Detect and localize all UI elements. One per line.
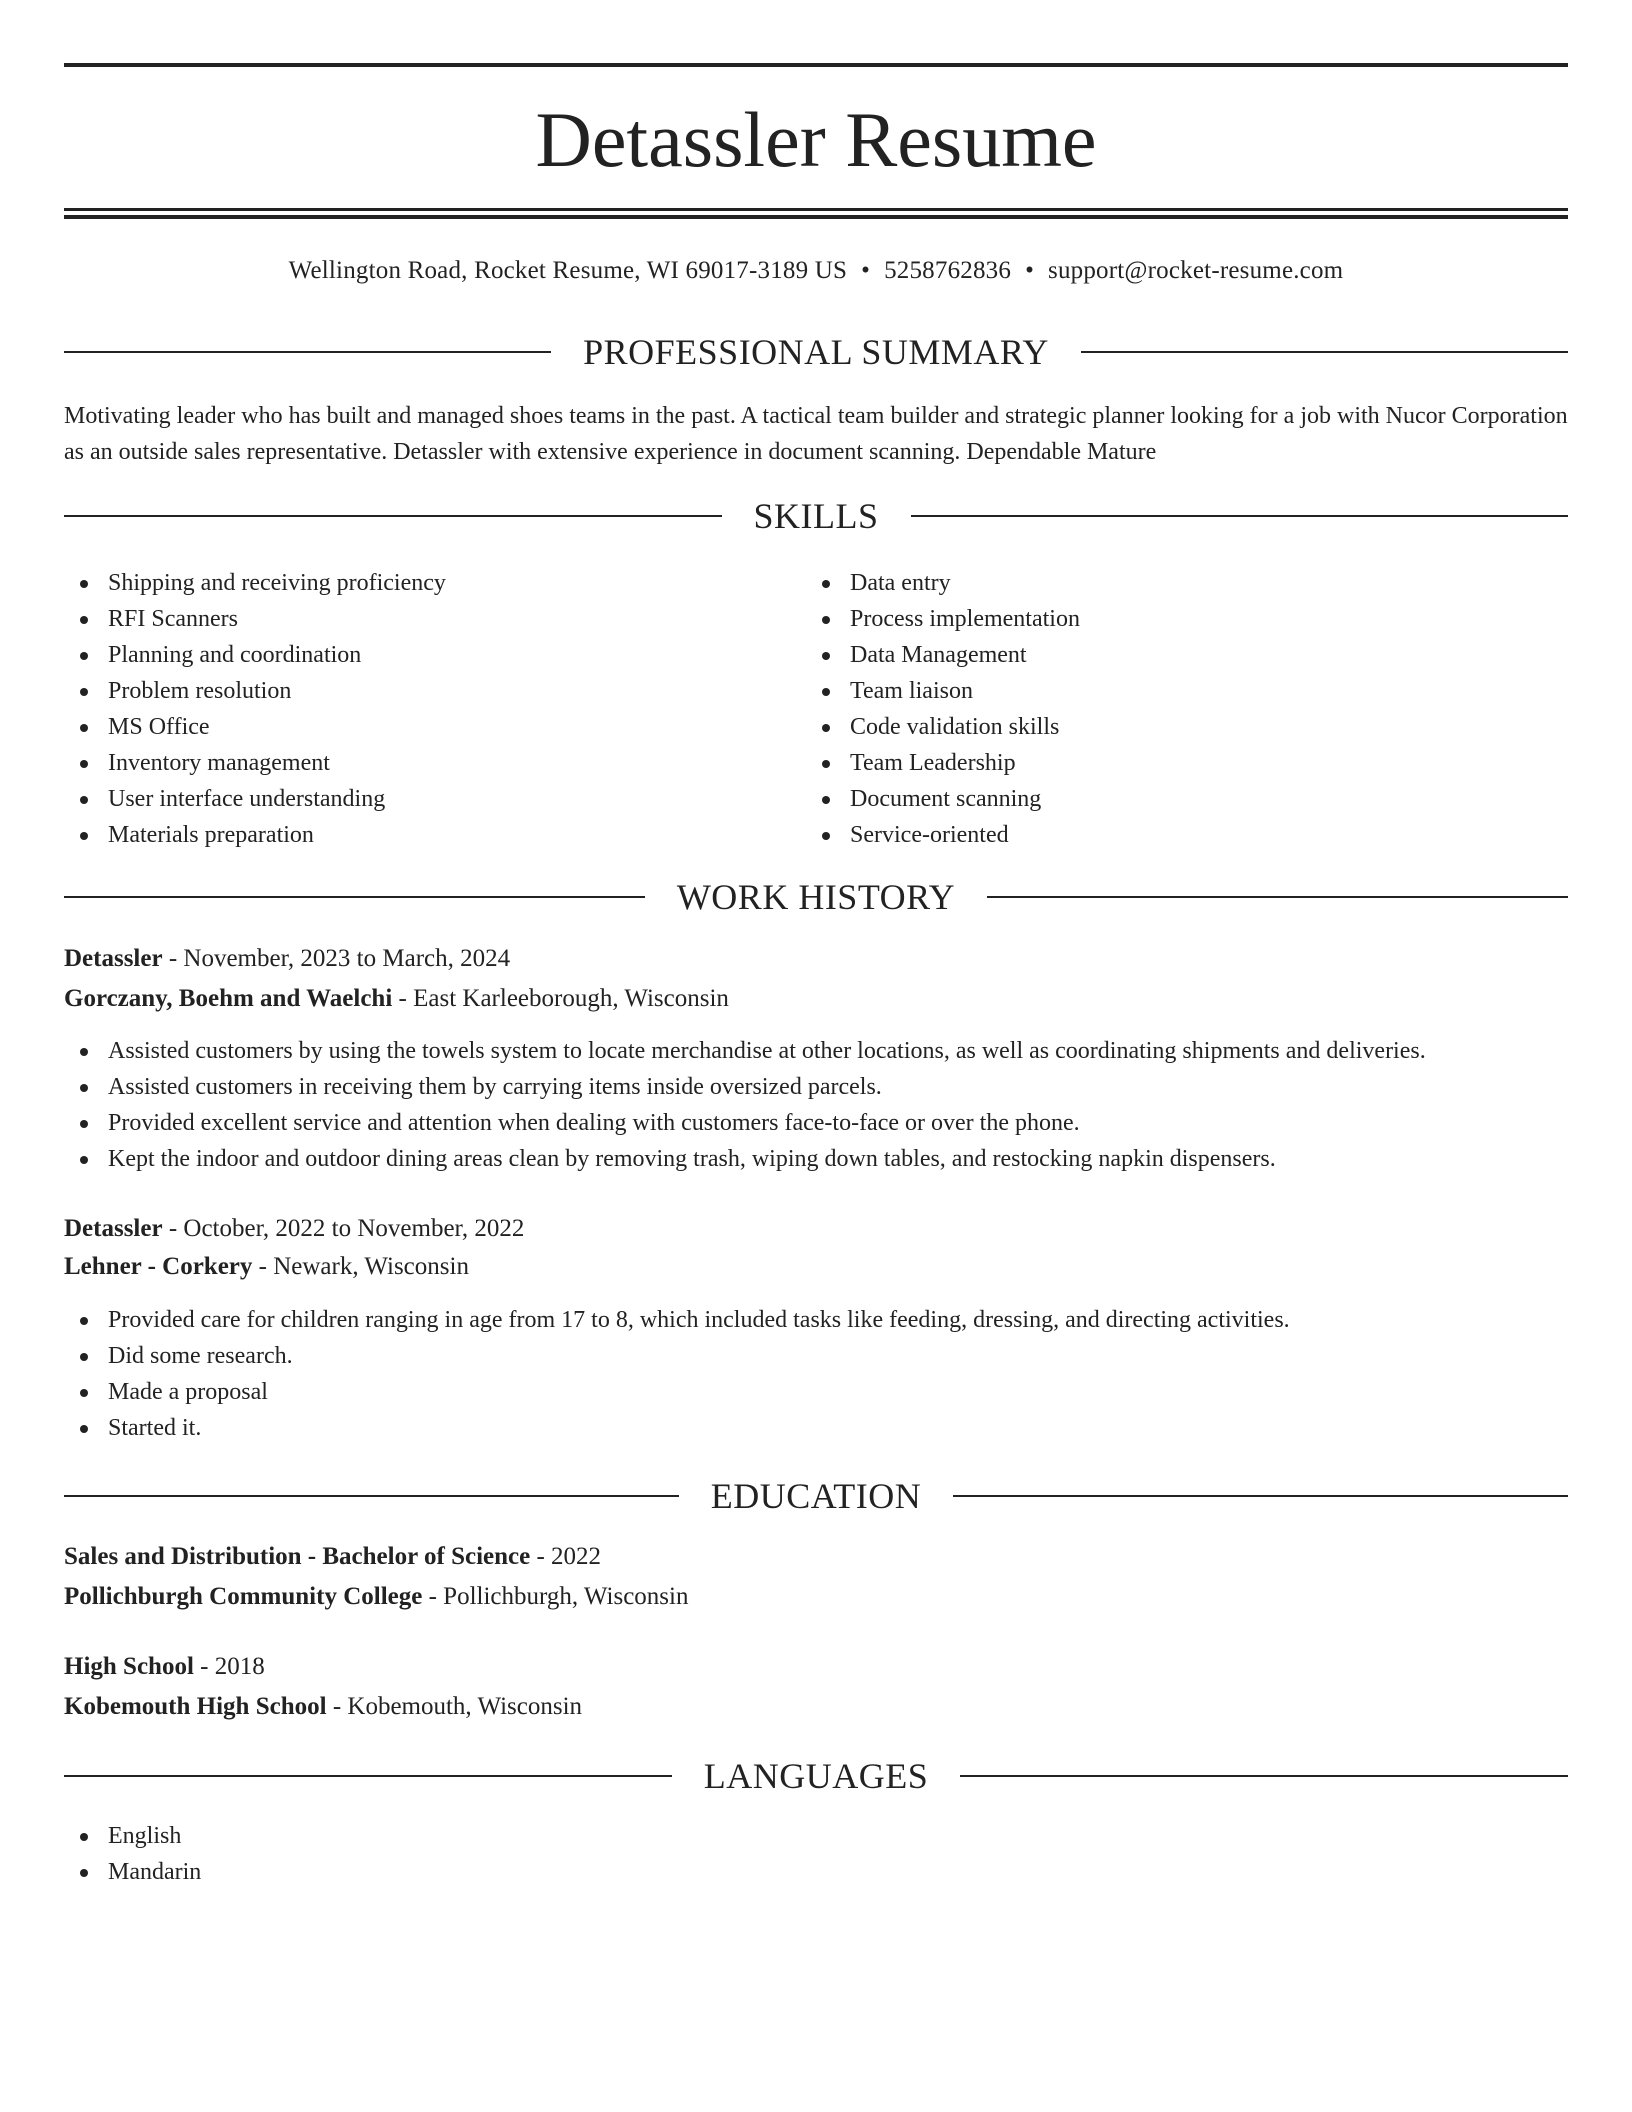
job-title-line [64, 940, 1568, 978]
education-location: - Kobemouth, Wisconsin [326, 1693, 583, 1720]
heading-rule-left [64, 1775, 672, 1777]
resume-title: Detassler Resume [535, 96, 1097, 183]
heading-rule-left [64, 896, 645, 898]
education-school-line [64, 1688, 1568, 1726]
education-school-line [64, 1578, 1568, 1616]
section-title: PROFESSIONAL SUMMARY [583, 332, 1049, 372]
job-company: Lehner - Corkery [64, 1253, 253, 1280]
education-year: - 2018 [193, 1653, 265, 1680]
education-school: Pollichburgh Community College [64, 1583, 423, 1610]
heading-rule-left [64, 1495, 679, 1497]
contact-phone: 5258762836 [884, 257, 1012, 284]
education-year: - 2022 [530, 1543, 602, 1570]
section-heading-languages [64, 1752, 1568, 1800]
section-title: LANGUAGES [703, 1756, 929, 1796]
language-item: English [64, 1818, 1568, 1854]
education-school: Kobemouth High School [64, 1693, 327, 1720]
education-degree: High School [64, 1653, 194, 1680]
skill-item: Problem resolution [64, 673, 804, 709]
skill-item: MS Office [64, 709, 804, 745]
contact-address: Wellington Road, Rocket Resume, WI 69017-3189 US [288, 257, 848, 284]
job-duty: Assisted customers in receiving them by carrying items inside oversized parcels. [64, 1069, 1568, 1105]
skills-list-left [64, 565, 804, 853]
job-duties-list [64, 1302, 1568, 1446]
skill-item: Document scanning [806, 781, 1546, 817]
job-duty: Provided excellent service and attention when dealing with customers face-to-face or over the phone. [64, 1105, 1568, 1141]
skill-item: Code validation skills [806, 709, 1546, 745]
section-title: EDUCATION [710, 1476, 922, 1516]
job-duty: Provided care for children ranging in age from 17 to 8, which included tasks like feeding, dressing, and directing activities. [64, 1302, 1568, 1338]
job-location: - East Karleeborough, Wisconsin [392, 985, 729, 1012]
job-duties-list [64, 1033, 1568, 1177]
skill-item: Shipping and receiving proficiency [64, 565, 804, 601]
skills-list-right [806, 565, 1546, 853]
education-degree: Sales and Distribution - Bachelor of Science [64, 1543, 531, 1570]
title-rule-upper [64, 208, 1568, 211]
section-heading-work [64, 873, 1568, 921]
title-rule-lower [64, 215, 1568, 219]
summary-text: Motivating leader who has built and managed shoes teams in the past. A tactical team builder and strategic planner looking for a job with Nucor Corporation as an outside sales representative. Detassler with extensive experience in document scanning. Dependable Mature [64, 403, 1568, 465]
job-company-line [64, 1248, 1568, 1286]
job-duty: Made a proposal [64, 1374, 1568, 1410]
section-heading-education [64, 1472, 1568, 1520]
skill-item: User interface understanding [64, 781, 804, 817]
job-title-line [64, 1210, 1568, 1248]
heading-rule-right [1081, 351, 1568, 353]
skill-item: Inventory management [64, 745, 804, 781]
job-duty: Kept the indoor and outdoor dining areas clean by removing trash, wiping down tables, and restocking napkin dispensers. [64, 1141, 1568, 1177]
languages-list [64, 1818, 1568, 1890]
job-title: Detassler [64, 1215, 163, 1242]
skill-item: Data entry [806, 565, 1546, 601]
section-heading-skills [64, 492, 1568, 540]
heading-rule-left [64, 351, 551, 353]
skill-item: Data Management [806, 637, 1546, 673]
education-location: - Pollichburgh, Wisconsin [422, 1583, 689, 1610]
skill-item: RFI Scanners [64, 601, 804, 637]
heading-rule-left [64, 515, 722, 517]
skill-item: Team Leadership [806, 745, 1546, 781]
job-dates: - November, 2023 to March, 2024 [162, 945, 511, 972]
job-dates: - October, 2022 to November, 2022 [162, 1215, 525, 1242]
skill-item: Planning and coordination [64, 637, 804, 673]
job-company-line [64, 980, 1568, 1018]
contact-separator: • [861, 257, 871, 284]
heading-rule-right [987, 896, 1568, 898]
top-rule [64, 63, 1568, 67]
skill-item: Service-oriented [806, 817, 1546, 853]
heading-rule-right [960, 1775, 1568, 1777]
contact-email: support@rocket-resume.com [1048, 257, 1344, 284]
contact-line [64, 253, 1568, 289]
section-title: SKILLS [753, 496, 879, 536]
education-degree-line [64, 1538, 1568, 1576]
job-duty: Assisted customers by using the towels system to locate merchandise at other locations, as well as coordinating shipments and deliveries. [64, 1033, 1568, 1069]
section-heading-summary [64, 328, 1568, 376]
skill-item: Materials preparation [64, 817, 804, 853]
heading-rule-right [911, 515, 1569, 517]
job-location: - Newark, Wisconsin [252, 1253, 469, 1280]
language-item: Mandarin [64, 1854, 1568, 1890]
job-duty: Started it. [64, 1410, 1568, 1446]
job-company: Gorczany, Boehm and Waelchi [64, 985, 393, 1012]
heading-rule-right [953, 1495, 1568, 1497]
skill-item: Team liaison [806, 673, 1546, 709]
education-degree-line [64, 1648, 1568, 1686]
contact-separator: • [1025, 257, 1035, 284]
skill-item: Process implementation [806, 601, 1546, 637]
job-title: Detassler [64, 945, 163, 972]
job-duty: Did some research. [64, 1338, 1568, 1374]
section-title: WORK HISTORY [676, 877, 956, 917]
